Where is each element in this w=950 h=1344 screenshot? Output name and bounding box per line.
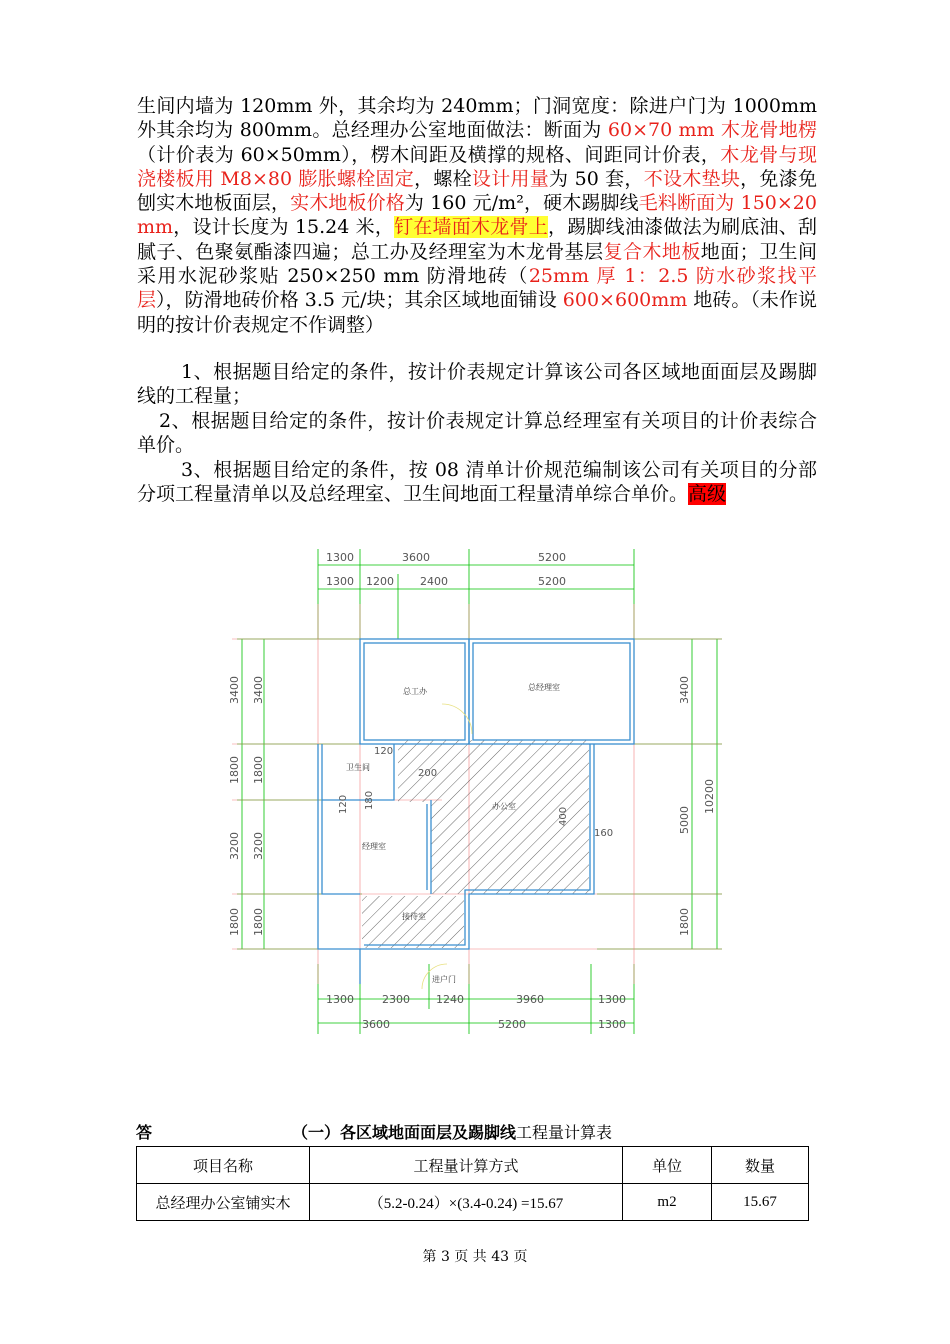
dim-left-2b: 3200: [252, 832, 265, 860]
text-run: 实木地板价格: [290, 192, 405, 215]
table-header-row: [137, 1147, 809, 1184]
room-jinhumen: 进户门: [432, 975, 456, 984]
question-3: 3、根据题目给定的条件，按 08 清单计价规范编制该公司有关项目的分部分项工程量清单以及总经理室、卫生间地面工程量清单综合单价。高级: [137, 459, 817, 506]
text-run: ，设计长度为 15.24 米，: [173, 216, 395, 239]
dim-left-0b: 3400: [252, 676, 265, 704]
dim-bot1-3: 3960: [516, 993, 544, 1006]
dim-left-1a: 1800: [228, 756, 241, 784]
dim-left-3b: 1800: [252, 908, 265, 936]
cell-name: 总经理办公室铺实木: [137, 1184, 310, 1221]
dim-right-1: 5000: [678, 806, 691, 834]
text-run: 地砖。（未作说明的按计价表规定不作调整）: [137, 289, 817, 336]
text-run: 为 50 套，: [549, 167, 644, 190]
dim-top2-0: 1300: [326, 575, 354, 588]
dim-left-3a: 1800: [228, 908, 241, 936]
dim-right-total: 10200: [703, 779, 716, 814]
text-run: 60×70 mm 木龙骨地楞: [607, 119, 817, 142]
col-header-method: 工程量计算方式: [310, 1147, 623, 1184]
level-tag: 高级: [688, 483, 727, 506]
text-run: 复合木地板: [603, 240, 701, 263]
text-run: ，免漆免刨实木地板面层，: [137, 167, 817, 215]
dim-bot2-0: 3600: [362, 1018, 390, 1031]
dim-bot1-2: 1240: [436, 993, 464, 1006]
mark-0: 120: [374, 746, 394, 757]
room-jinglishi: 经理室: [362, 842, 386, 851]
text-run: 木龙骨与现浇楼板用 M8×80 膨胀螺栓固定: [137, 143, 817, 190]
cell-unit: m2: [623, 1184, 712, 1221]
text-run: 600×600mm: [562, 289, 688, 312]
cell-qty: 15.67: [712, 1184, 809, 1221]
dim-bot1-0: 1300: [326, 993, 354, 1006]
dim-top1-1: 3600: [402, 551, 430, 564]
text-run: 设计用量: [471, 167, 550, 190]
dim-right-0: 3400: [678, 676, 691, 704]
text-run: 不设木垫块: [643, 167, 741, 190]
table-title: （一）各区域地面面层及踢脚线工程量计算表: [292, 1123, 613, 1142]
dim-bot1-1: 2300: [382, 993, 410, 1006]
room-weishengjian: 卫生间: [346, 763, 370, 772]
intro-paragraph: [137, 94, 817, 337]
text-run: 地面；卫生间采用水泥砂浆贴 250×250 mm 防滑地砖（: [137, 240, 817, 288]
dim-left-2a: 3200: [228, 832, 241, 860]
dim-top1-2: 5200: [538, 551, 566, 564]
mark-4: 400: [558, 806, 569, 826]
room-zongjingli: 总经理室: [528, 683, 560, 692]
dim-right-2: 1800: [678, 908, 691, 936]
room-zonggongban: 总工办: [403, 687, 427, 696]
text-run: （计价表为 60×50mm），楞木间距及横撑的规格、间距同计价表，: [137, 143, 721, 166]
page-footer: 第 3 页 共 43 页: [422, 1249, 528, 1265]
mark-2: 120: [338, 794, 349, 814]
col-header-name: 项目名称: [137, 1147, 310, 1184]
text-run: ，踢脚线油漆做法为刷底油、刮腻子、色聚氨酯漆四遍；总工办及经理室为木龙骨基层: [137, 216, 817, 263]
question-2: 2、根据题目给定的条件，按计价表规定计算总经理室有关项目的计价表综合单价。: [137, 410, 817, 457]
col-header-qty: 数量: [712, 1147, 809, 1184]
dim-top2-1: 1200: [366, 575, 394, 588]
room-bangongshi: 办公室: [492, 802, 516, 811]
dim-top1-0: 1300: [326, 551, 354, 564]
question-1: 1、根据题目给定的条件，按计价表规定计算该公司各区域地面面层及踢脚线的工程量；: [137, 361, 817, 408]
dim-bot2-2: 1300: [598, 1018, 626, 1031]
calc-table: [136, 1146, 809, 1221]
text-run: ，螺栓: [414, 167, 472, 190]
text-run: ），防滑地砖价格 3.5 元/块；其余区域地面铺设: [156, 289, 563, 312]
text-run: 为 160 元/m²，硬木踢脚线: [404, 192, 639, 215]
dim-top2-3: 5200: [538, 575, 566, 588]
dim-left-1b: 1800: [252, 756, 265, 784]
mark-1: 200: [418, 768, 438, 779]
text-run: 生间内墙为 120mm 外，其余均为 240mm；门洞宽度：除进户门为 1000mm 外其余均为 800mm。总经理办公室地面做法：断面为: [137, 95, 817, 142]
text-run: 毛料断面为 150×20 mm: [137, 192, 817, 239]
text-run: 钉在墙面木龙骨上: [394, 216, 548, 239]
dim-left-0a: 3400: [228, 676, 241, 704]
mark-5: 160: [594, 828, 614, 839]
col-header-unit: 单位: [623, 1147, 712, 1184]
mark-3: 180: [364, 790, 375, 810]
dim-bot1-4: 1300: [598, 993, 626, 1006]
dim-top2-2: 2400: [420, 575, 448, 588]
answer-label: 答: [136, 1123, 153, 1142]
text-run: 25mm 厚 1：2.5 防水砂浆找平层: [137, 265, 817, 312]
table-row: [137, 1184, 809, 1221]
floor-plan: [222, 544, 732, 1044]
cell-method: （5.2-0.24）×(3.4-0.24) =15.67: [310, 1184, 623, 1221]
dim-bot2-1: 5200: [498, 1018, 526, 1031]
room-jiedaishi: 接待室: [402, 912, 426, 921]
